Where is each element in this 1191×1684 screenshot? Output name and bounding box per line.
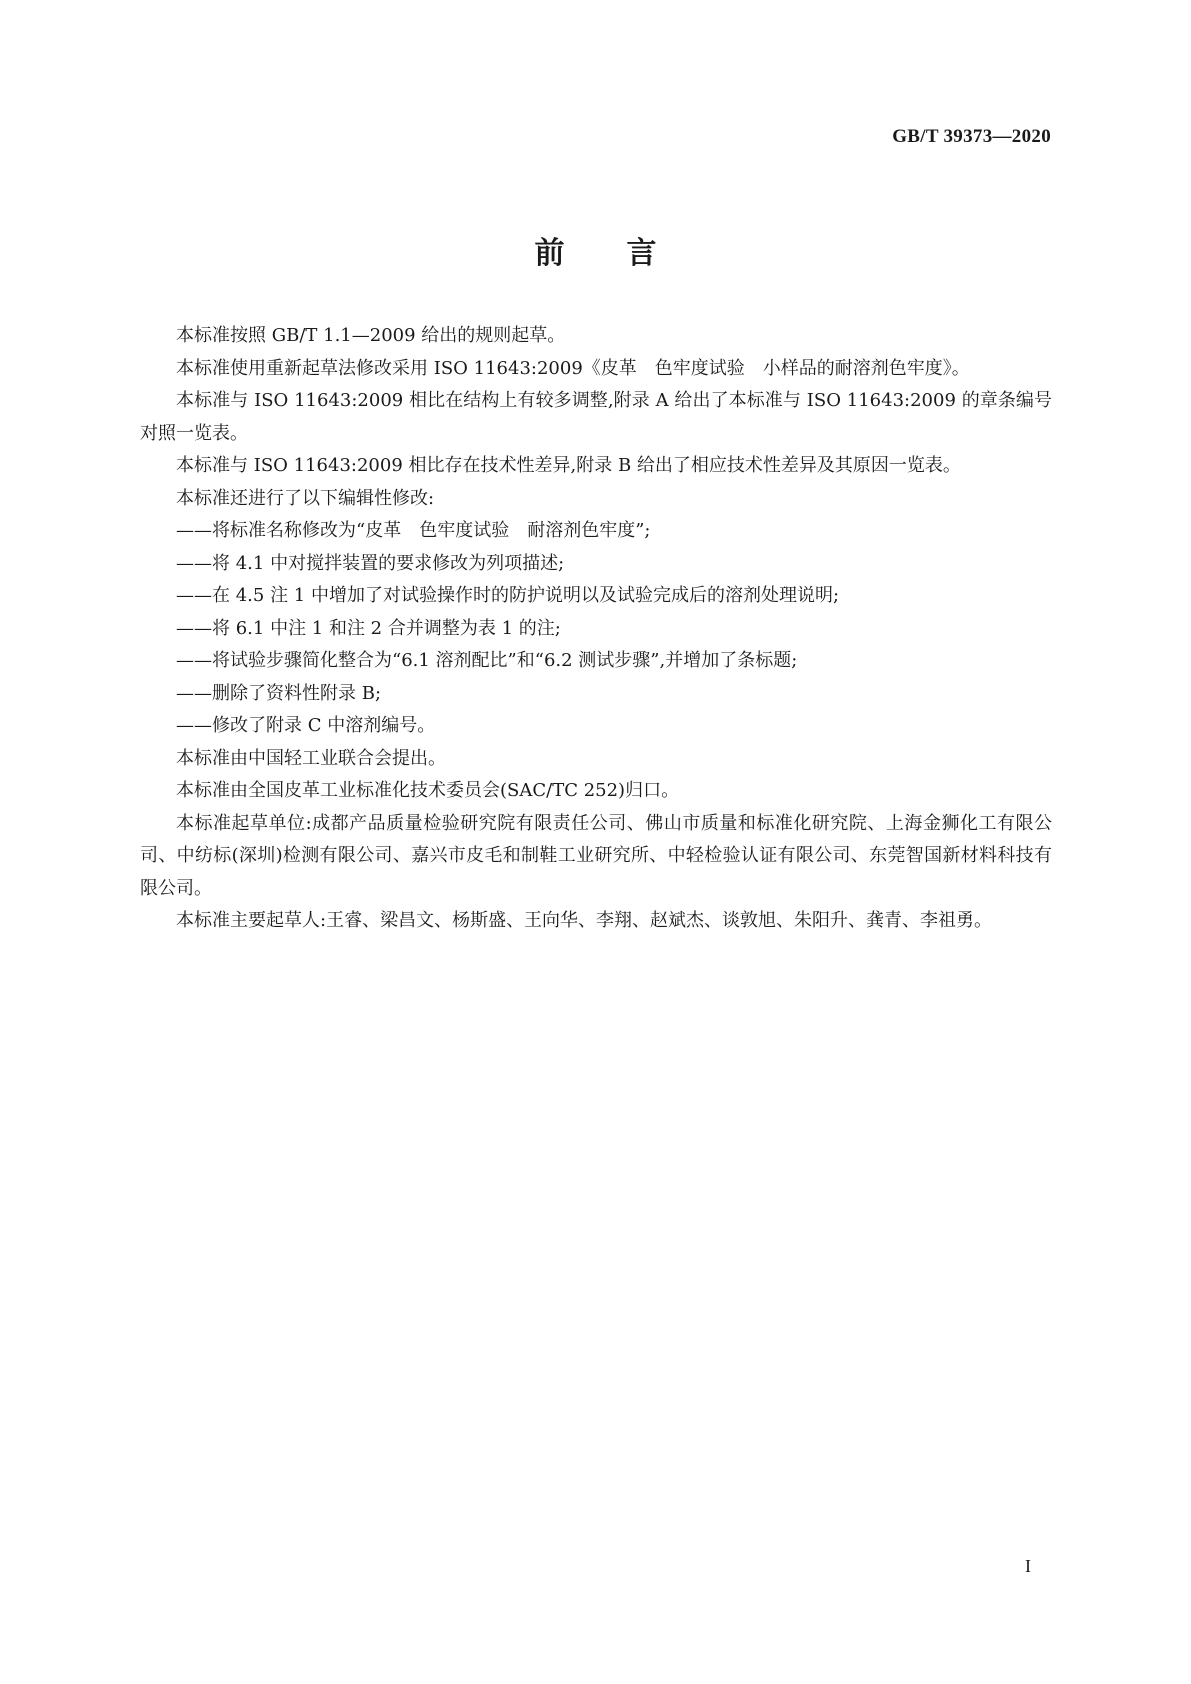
paragraph: 本标准与 ISO 11643:2009 相比存在技术性差异,附录 B 给出了相应技术性差异及其原因一览表。 xyxy=(176,455,961,476)
edit-list-item: ——在 4.5 注 1 中增加了对试验操作时的防护说明以及试验完成后的溶剂处理说明; xyxy=(176,585,840,606)
paragraph: 本标准与 ISO 11643:2009 相比在结构上有较多调整,附录 A 给出了本标准与 ISO 11643:2009 的章条编号对照一览表。 xyxy=(140,390,1052,444)
edit-list-item: ——将 6.1 中注 1 和注 2 合并调整为表 1 的注; xyxy=(176,617,561,639)
paragraph: 本标准按照 GB/T 1.1—2009 给出的规则起草。 xyxy=(176,325,566,346)
standard-code: GB/T 39373—2020 xyxy=(892,126,1051,147)
paragraph: 本标准起草单位:成都产品质量检验研究院有限责任公司、佛山市质量和标准化研究院、上海金狮化工有限公司、中纺标(深圳)检测有限公司、嘉兴市皮毛和制鞋工业研究所、中轻检验认证有限公司、东莞智国新材料科技有限公司。 xyxy=(140,812,1052,899)
paragraph: 本标准主要起草人:王睿、梁昌文、杨斯盛、王向华、李翔、赵斌杰、谈敦旭、朱阳升、龚青、李祖勇。 xyxy=(176,910,993,931)
edit-list-item: ——将试验步骤简化整合为“6.1 溶剂配比”和“6.2 测试步骤”,并增加了条标题; xyxy=(176,650,798,671)
page-number: I xyxy=(1025,1556,1031,1576)
paragraph: 本标准由中国轻工业联合会提出。 xyxy=(176,747,446,769)
edit-list-item: ——将 4.1 中对搅拌装置的要求修改为列项描述; xyxy=(176,552,565,574)
edit-list-item: ——删除了资料性附录 B; xyxy=(176,682,382,704)
page-title: 前言 xyxy=(534,236,719,271)
foreword-body xyxy=(140,320,1052,938)
paragraph: 本标准使用重新起草法修改采用 ISO 11643:2009《皮革 色牢度试验 小样品的耐溶剂色牢度》。 xyxy=(176,357,970,379)
paragraph: 本标准由全国皮革工业标准化技术委员会(SAC/TC 252)归口。 xyxy=(176,780,680,801)
edit-list-item: ——修改了附录 C 中溶剂编号。 xyxy=(176,715,436,736)
paragraph: 本标准还进行了以下编辑性修改: xyxy=(176,487,435,509)
edit-list-item: ——将标准名称修改为“皮革 色牢度试验 耐溶剂色牢度”; xyxy=(176,520,651,541)
